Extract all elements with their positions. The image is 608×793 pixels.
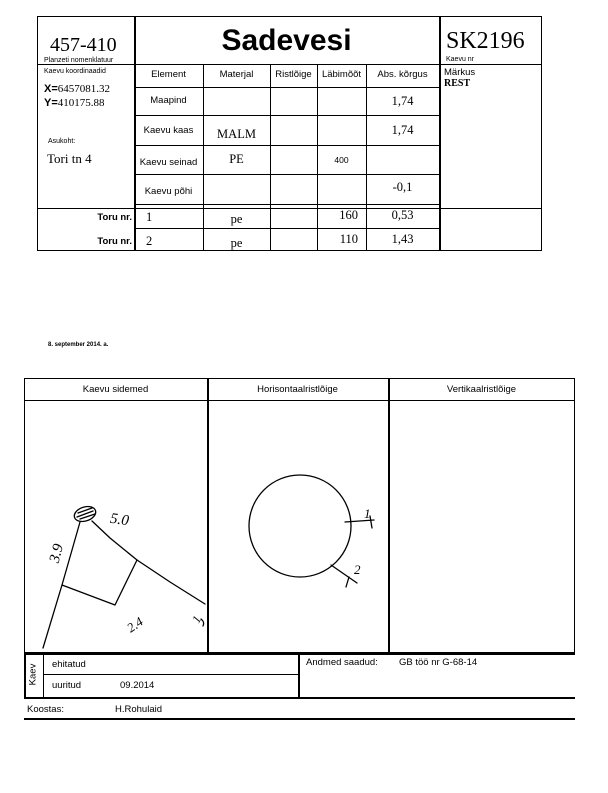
table-row-element: Kaevu kaas [143, 125, 194, 136]
column-header-abs-height: Abs. kõrgus [377, 69, 428, 80]
column-header-material: Materjal [219, 69, 254, 80]
pipe-label: Toru nr. [97, 236, 132, 247]
pipe-material: pe [230, 236, 243, 250]
location-label: Asukoht: [48, 138, 76, 145]
panel-title-vertical: Vertikaalristlõige [446, 384, 517, 395]
pipe-number: 2 [146, 234, 153, 248]
coordinates-label: Kaevu koordinaadid [44, 68, 106, 75]
sketch-label-left: 3.9 [46, 542, 68, 565]
pipe-diameter: 160 [339, 208, 358, 222]
compiled-label: Koostas: [27, 704, 64, 715]
remarks-value: REST [444, 78, 471, 89]
location-value: Tori tn 4 [47, 151, 92, 166]
column-header-diameter: Läbimõõt [321, 69, 362, 80]
table-row-element: Kaevu seinad [139, 157, 198, 168]
table-row-material: PE [229, 152, 244, 166]
built-label: ehitatud [52, 659, 86, 670]
well-number-label: Kaevu nr [446, 56, 475, 63]
table-row-element: Kaevu põhi [144, 186, 193, 197]
well-number-value: SK2196 [446, 28, 525, 54]
coordinate-y-label: Y= [44, 97, 58, 109]
data-source-value: GB töö nr G-68-14 [399, 657, 478, 668]
kaev-label: Kaev [27, 663, 39, 686]
panel-title-sidemed: Kaevu sidemed [82, 384, 149, 395]
date-note: 8. september 2014. a. [48, 342, 109, 348]
compiled-value: H.Rohulaid [115, 704, 162, 715]
nomenclature-value: 457-410 [50, 34, 117, 56]
table-row-diameter: 400 [334, 155, 349, 165]
pipe-marker-1: 1 [364, 506, 371, 521]
table-row-material: MALM [217, 127, 256, 141]
pipe-label: Toru nr. [97, 212, 132, 223]
surveyed-label: uuritud [52, 680, 82, 691]
pipe-material: pe [230, 212, 243, 226]
pipe-diameter: 110 [339, 232, 358, 246]
panel-title-horizontal: Horisontaalristlõige [257, 384, 338, 395]
pipe-abs-height: 0,53 [391, 208, 414, 222]
coordinate-x-value: 6457081.32 [57, 83, 111, 95]
sketch-label-bottom: 2.4 [123, 613, 146, 636]
table-row-abs-height: -0,1 [392, 180, 413, 194]
remarks-label: Märkus [444, 67, 476, 78]
column-header-element: Element [151, 69, 186, 80]
page-title: Sadevesi [221, 24, 352, 57]
table-row-element: Maapind [150, 95, 187, 106]
coordinate-y-value: 410175.88 [57, 97, 105, 109]
nomenclature-label: Planzeti nomenklatuur [44, 57, 114, 64]
well-circle [249, 475, 351, 577]
pipe-abs-height: 1,43 [391, 232, 414, 246]
pipe-number: 1 [146, 210, 153, 224]
sketch-label-right: 1 [189, 613, 205, 626]
table-row-abs-height: 1,74 [391, 94, 414, 108]
column-header-cross-section: Ristlõige [275, 69, 312, 80]
table-row-abs-height: 1,74 [391, 123, 414, 137]
sketch-label-top: 5.0 [109, 510, 130, 530]
data-source-label: Andmed saadud: [306, 657, 378, 668]
surveyed-value: 09.2014 [120, 680, 155, 691]
coordinate-x-label: X= [44, 83, 58, 95]
pipe-marker-2: 2 [354, 562, 361, 577]
